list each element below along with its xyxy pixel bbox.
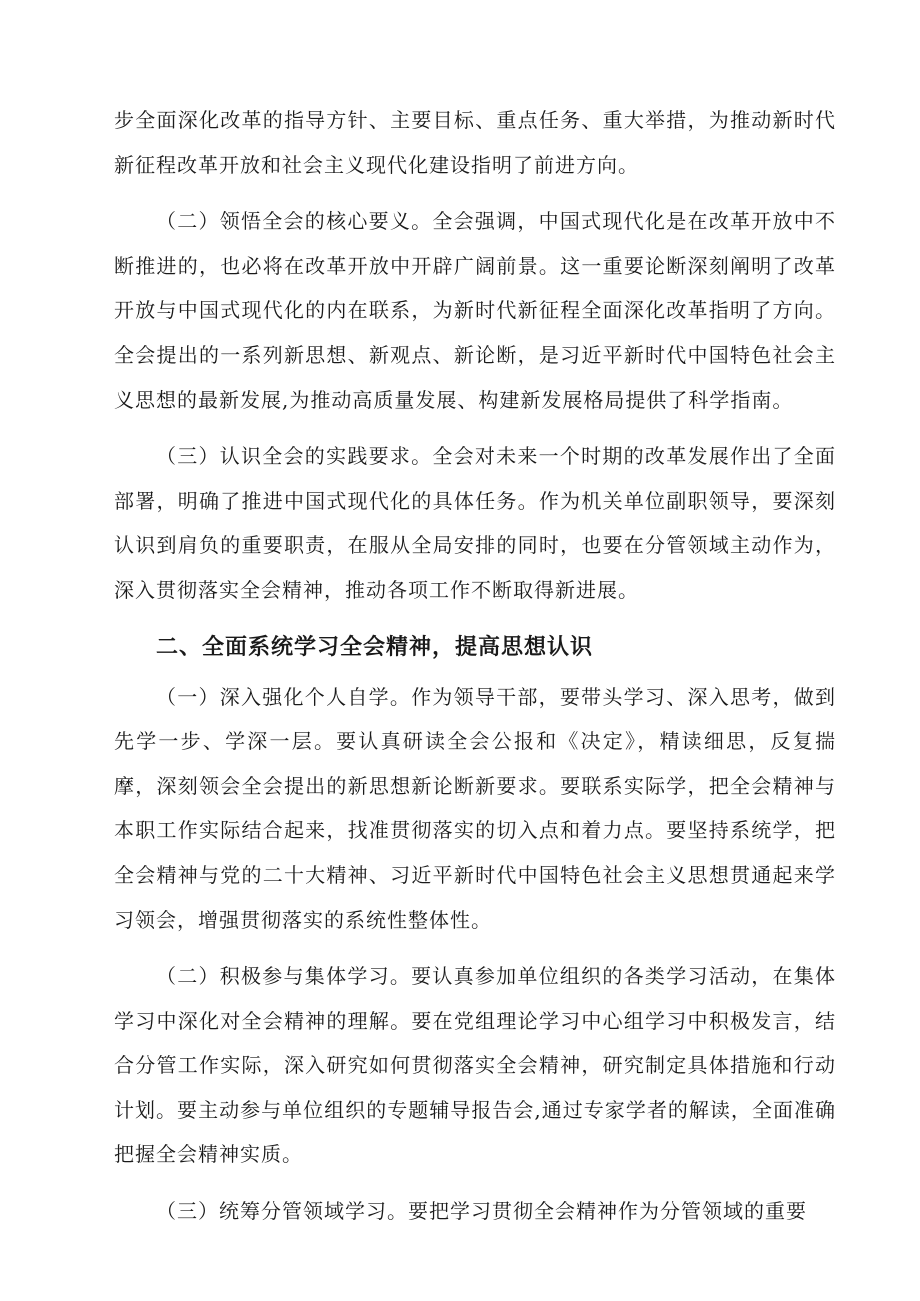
paragraph-continuation: 步全面深化改革的指导方针、主要目标、重点任务、重大举措，为推动新时代新征程改革开放和社会主义现代化建设指明了前进方向。 (114, 108, 836, 177)
paragraph-self-study: （一）深入强化个人自学。作为领导干部，要带头学习、深入思考，做到先学一步、学深一层。要认真研读全会公报和《决定》，精读细思，反复揣摩，深刻领会全会提出的新思想新论断新要求。要联系实际学，把全会精神与本职工作实际结合起来，找准贯彻落实的切入点和着力点。要坚持系统学，把全会精神与党的二十大精神、习近平新时代中国特色社会主义思想贯通起来学习领会，增强贯彻落实的系统性整体性。 (114, 684, 836, 932)
paragraph-domain-study: （三）统筹分管领域学习。要把学习贯彻全会精神作为分管领域的重要 (156, 1199, 807, 1224)
section-heading: 二、全面系统学习全会精神，提高思想认识 (156, 634, 594, 660)
document-body (114, 98, 836, 1246)
paragraph-core-meaning: （二）领悟全会的核心要义。全会强调，中国式现代化是在改革开放中不断推进的，也必将在改革开放中开辟广阔前景。这一重要论断深刻阐明了改革开放与中国式现代化的内在联系，为新时代新征程全面深化改革指明了方向。全会提出的一系列新思想、新观点、新论断，是习近平新时代中国特色社会主义思想的最新发展,为推动高质量发展、构建新发展格局提供了科学指南。 (114, 209, 836, 412)
paragraph-practical-requirements: （三）认识全会的实践要求。全会对未来一个时期的改革发展作出了全面部署，明确了推进中国式现代化的具体任务。作为机关单位副职领导，要深刻认识到肩负的重要职责，在服从全局安排的同时，也要在分管领域主动作为，深入贯彻落实全会精神，推动各项工作不断取得新进展。 (114, 444, 836, 602)
paragraph-collective-study: （二）积极参与集体学习。要认真参加单位组织的各类学习活动，在集体学习中深化对全会精神的理解。要在党组理论学习中心组学习中积极发言，结合分管工作实际，深入研究如何贯彻落实全会精神，研究制定具体措施和行动计划。要主动参与单位组织的专题辅导报告会,通过专家学者的解读，全面准确把握全会精神实质。 (114, 964, 836, 1167)
